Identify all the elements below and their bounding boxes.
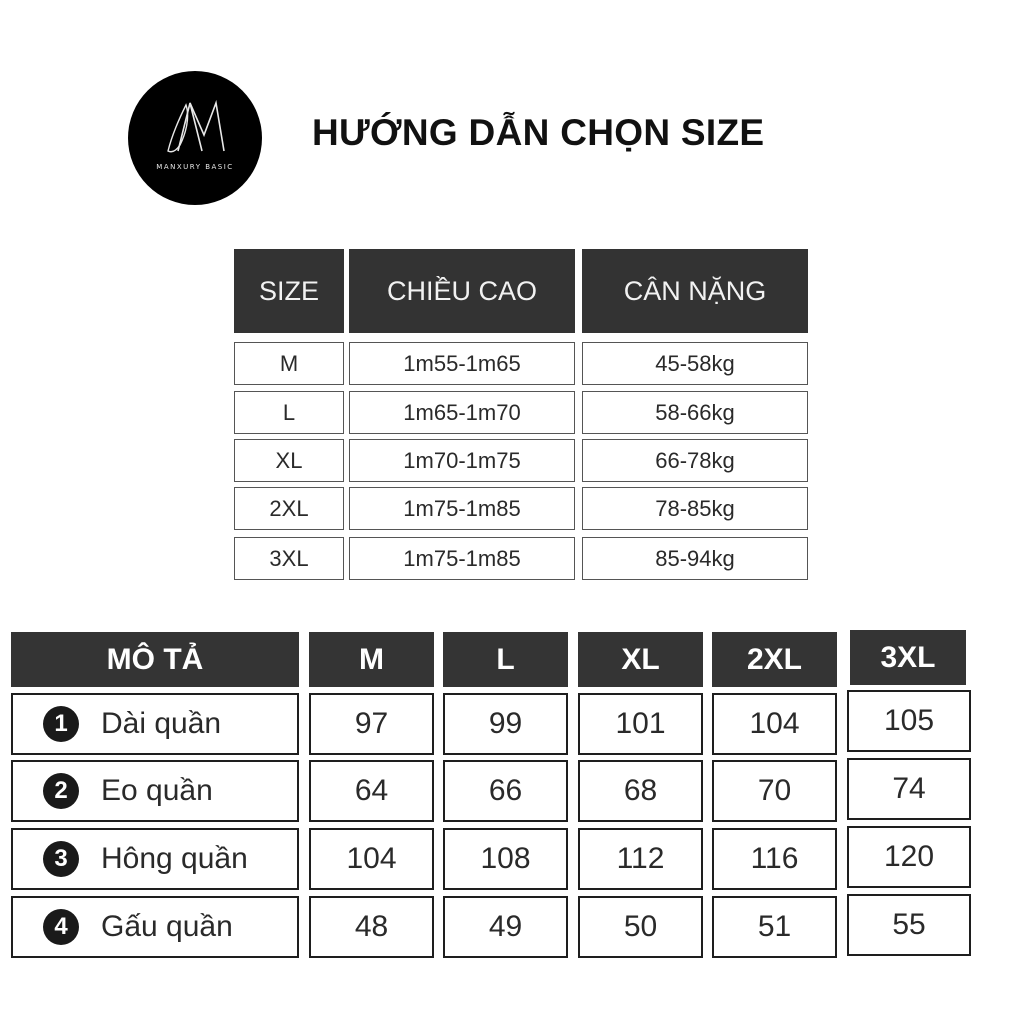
height-header: CHIỀU CAO xyxy=(349,249,575,333)
measure-value-cell: 50 xyxy=(578,896,703,958)
weight-cell: 66-78kg xyxy=(582,439,808,482)
measure-value-cell: 101 xyxy=(578,693,703,755)
size-cell: L xyxy=(234,391,344,434)
description-header: MÔ TẢ xyxy=(11,632,299,687)
measure-label: Gấu quần xyxy=(101,910,233,943)
measure-label: Hông quần xyxy=(101,842,248,875)
weight-cell: 58-66kg xyxy=(582,391,808,434)
measure-value-cell: 104 xyxy=(712,693,837,755)
page-title: HƯỚNG DẪN CHỌN SIZE xyxy=(312,112,765,153)
measure-value-cell: 74 xyxy=(847,758,971,820)
measure-value-cell: 48 xyxy=(309,896,434,958)
measure-length-description xyxy=(11,693,299,755)
size-l-header: L xyxy=(443,632,568,687)
height-cell: 1m75-1m85 xyxy=(349,487,575,530)
weight-cell: 45-58kg xyxy=(582,342,808,385)
measure-value-cell: 55 xyxy=(847,894,971,956)
measure-label: Dài quần xyxy=(101,707,222,740)
measure-value-cell: 64 xyxy=(309,760,434,822)
size-cell: 2XL xyxy=(234,487,344,530)
measure-label: Eo quần xyxy=(101,774,213,807)
measure-hip-description xyxy=(11,828,299,890)
measure-value-cell: 97 xyxy=(309,693,434,755)
row-number-badge: 2 xyxy=(43,773,79,809)
measure-waist-description xyxy=(11,760,299,822)
size-cell: 3XL xyxy=(234,537,344,580)
height-cell: 1m75-1m85 xyxy=(349,537,575,580)
size-3xl-header: 3XL xyxy=(850,630,966,685)
measure-value-cell: 51 xyxy=(712,896,837,958)
weight-header: CÂN NẶNG xyxy=(582,249,808,333)
measure-value-cell: 105 xyxy=(847,690,971,752)
weight-cell: 85-94kg xyxy=(582,537,808,580)
measure-value-cell: 116 xyxy=(712,828,837,890)
measure-value-cell: 99 xyxy=(443,693,568,755)
weight-cell: 78-85kg xyxy=(582,487,808,530)
logo-text: MANXURY BASIC xyxy=(156,163,234,171)
size-xl-header: XL xyxy=(578,632,703,687)
measure-value-cell: 70 xyxy=(712,760,837,822)
measure-value-cell: 66 xyxy=(443,760,568,822)
height-cell: 1m70-1m75 xyxy=(349,439,575,482)
logo-monogram-icon xyxy=(128,71,262,205)
measure-value-cell: 112 xyxy=(578,828,703,890)
row-number-badge: 4 xyxy=(43,909,79,945)
row-number-badge: 1 xyxy=(43,706,79,742)
measure-value-cell: 108 xyxy=(443,828,568,890)
size-header: SIZE xyxy=(234,249,344,333)
row-number-badge: 3 xyxy=(43,841,79,877)
height-cell: 1m65-1m70 xyxy=(349,391,575,434)
brand-logo xyxy=(128,71,262,205)
size-cell: M xyxy=(234,342,344,385)
measure-value-cell: 49 xyxy=(443,896,568,958)
size-m-header: M xyxy=(309,632,434,687)
size-cell: XL xyxy=(234,439,344,482)
measure-value-cell: 104 xyxy=(309,828,434,890)
height-cell: 1m55-1m65 xyxy=(349,342,575,385)
size-2xl-header: 2XL xyxy=(712,632,837,687)
measure-value-cell: 120 xyxy=(847,826,971,888)
measure-value-cell: 68 xyxy=(578,760,703,822)
measure-hem-description xyxy=(11,896,299,958)
